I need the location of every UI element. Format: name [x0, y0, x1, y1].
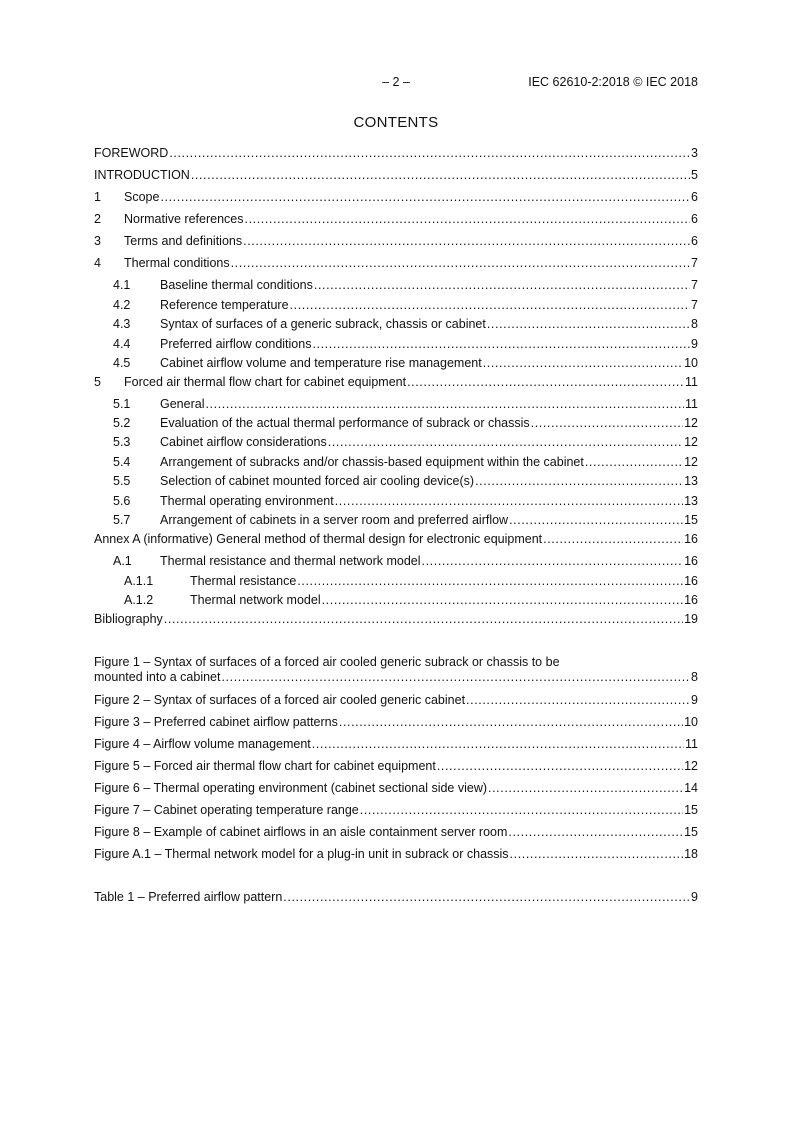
toc-entry-title: Forced air thermal flow chart for cabinet equipment [124, 375, 407, 389]
toc-page-number: 3 [691, 146, 698, 160]
toc-entry[interactable] [94, 611, 698, 627]
toc-page-number: 19 [684, 612, 698, 626]
toc-page-number: 7 [691, 256, 698, 270]
toc-page-number: 12 [684, 435, 698, 449]
toc-entry-number: 1 [94, 190, 101, 204]
toc-entry-number: 4.3 [113, 317, 131, 331]
toc-entry-title: Syntax of surfaces of a generic subrack, chassis or cabinet [160, 317, 486, 331]
toc-entry-title: Normative references [124, 212, 244, 226]
toc-entry-number: 4.4 [113, 337, 131, 351]
toc-page-number: 9 [691, 890, 698, 904]
toc-entry-title: Thermal network model [190, 593, 321, 607]
toc-page-number: 10 [684, 356, 698, 370]
dot-leader [543, 531, 683, 547]
toc-entry-title: Baseline thermal conditions [160, 278, 313, 292]
dot-leader [231, 255, 690, 271]
toc-entry[interactable] [94, 592, 698, 608]
toc-entry-title: Evaluation of the actual thermal performance of subrack or chassis [160, 416, 530, 430]
toc-entry[interactable] [94, 167, 698, 183]
dot-leader [164, 611, 683, 627]
toc-entry-title: INTRODUCTION [94, 168, 190, 182]
figure-list-entry[interactable] [94, 846, 698, 862]
dot-leader [245, 211, 691, 227]
figure-list-entry[interactable] [94, 736, 698, 752]
dot-leader [312, 736, 684, 752]
toc-entry-title: Thermal operating environment [160, 494, 334, 508]
toc-entry-title: Selection of cabinet mounted forced air cooling device(s) [160, 474, 475, 488]
figure-page-number: 8 [691, 670, 698, 684]
toc-entry[interactable] [94, 473, 698, 489]
toc-entry[interactable] [94, 316, 698, 332]
toc-entry-title: Thermal conditions [124, 256, 230, 270]
toc-entry-number: 5.5 [113, 474, 131, 488]
toc-entry-title: Terms and definitions [124, 234, 243, 248]
figure-list-entry[interactable] [94, 802, 698, 818]
toc-page-number: 18 [684, 847, 698, 861]
toc-entry-title: Arrangement of subracks and/or chassis-based equipment within the cabinet [160, 455, 584, 469]
toc-entry-title: Cabinet airflow considerations [160, 435, 327, 449]
toc-entry-number: 5.7 [113, 513, 131, 527]
toc-entry-title: Cabinet airflow volume and temperature rise management [160, 356, 482, 370]
toc-entry[interactable] [94, 493, 698, 509]
page-title: CONTENTS [353, 114, 439, 131]
toc-entry[interactable] [94, 336, 698, 352]
toc-page-number: 16 [684, 554, 698, 568]
toc-entry-number: 5.1 [113, 397, 131, 411]
dot-leader [339, 714, 683, 730]
toc-entry-title: Figure 7 – Cabinet operating temperature range [94, 803, 359, 817]
toc-entry[interactable] [94, 396, 698, 412]
toc-entry[interactable] [94, 553, 698, 569]
document-id: IEC 62610-2:2018 © IEC 2018 [528, 75, 698, 89]
dot-leader [483, 355, 683, 371]
dot-leader [191, 167, 690, 183]
toc-entry[interactable] [94, 531, 698, 547]
toc-entry-title: Figure 8 – Example of cabinet airflows in an aisle containment server room [94, 825, 508, 839]
figure-list-entry[interactable] [94, 824, 698, 840]
toc-entry-title: Figure 2 – Syntax of surfaces of a forced air cooled generic cabinet [94, 693, 466, 707]
toc-entry[interactable] [94, 277, 698, 293]
toc-entry-number: A.1.2 [124, 593, 154, 607]
toc-entry[interactable] [94, 434, 698, 450]
toc-page-number: 16 [684, 574, 698, 588]
toc-page-number: 15 [684, 803, 698, 817]
toc-page-number: 11 [685, 397, 698, 411]
toc-entry[interactable] [94, 415, 698, 431]
toc-entry-number: 5.3 [113, 435, 131, 449]
toc-entry-number: 5.2 [113, 416, 131, 430]
toc-page-number: 9 [691, 337, 698, 351]
toc-page-number: 11 [685, 375, 698, 389]
toc-entry-title: Reference temperature [160, 298, 289, 312]
toc-entry-number: A.1 [113, 554, 132, 568]
toc-page-number: 11 [685, 737, 698, 751]
toc-page-number: 15 [684, 513, 698, 527]
toc-page-number: 13 [684, 474, 698, 488]
toc-page-number: 6 [691, 212, 698, 226]
toc-entry-number: 2 [94, 212, 101, 226]
toc-page-number: 10 [684, 715, 698, 729]
figure-list-entry[interactable] [94, 655, 698, 685]
toc-page-number: 12 [684, 759, 698, 773]
dot-leader [328, 434, 683, 450]
dot-leader [283, 889, 690, 905]
toc-entry[interactable] [94, 145, 698, 161]
toc-entry[interactable] [94, 255, 698, 271]
dot-leader [312, 336, 690, 352]
toc-entry-number: 4.1 [113, 278, 131, 292]
toc-entry[interactable] [94, 374, 698, 390]
dot-leader [487, 316, 690, 332]
toc-page-number: 13 [684, 494, 698, 508]
dot-leader [335, 493, 683, 509]
toc-page-number: 12 [684, 455, 698, 469]
toc-entry[interactable] [94, 512, 698, 528]
figure-title-line2: mounted into a cabinet [94, 670, 221, 684]
toc-page-number: 6 [691, 234, 698, 248]
dot-leader [314, 277, 690, 293]
dot-leader [510, 846, 684, 862]
toc-entry-number: 3 [94, 234, 101, 248]
toc-entry-title: Bibliography [94, 612, 163, 626]
toc-entry-title: Annex A (informative) General method of thermal design for electronic equipment [94, 532, 543, 546]
toc-entry-title: FOREWORD [94, 146, 169, 160]
dot-leader [585, 454, 683, 470]
toc-page-number: 7 [691, 278, 698, 292]
dot-leader [322, 592, 683, 608]
toc-entry-number: A.1.1 [124, 574, 154, 588]
toc-entry-title: Preferred airflow conditions [160, 337, 312, 351]
toc-entry-title: Figure 5 – Forced air thermal flow chart for cabinet equipment [94, 759, 436, 773]
page-header [94, 75, 698, 91]
toc-entry-title: Table 1 – Preferred airflow pattern [94, 890, 283, 904]
dot-leader [508, 824, 683, 840]
toc-page-number: 6 [691, 190, 698, 204]
toc-entry-number: 5 [94, 375, 101, 389]
figure-list-entry[interactable] [94, 692, 698, 708]
toc-entry-number: 4 [94, 256, 101, 270]
page-number: – 2 – [382, 75, 410, 89]
toc-entry-number: 4.5 [113, 356, 131, 370]
toc-entry-number: 5.6 [113, 494, 131, 508]
table-list-entry[interactable] [94, 889, 698, 905]
toc-entry[interactable] [94, 189, 698, 205]
figure-list-entry[interactable] [94, 758, 698, 774]
toc-entry-title: Thermal resistance [190, 574, 297, 588]
toc-entry[interactable] [94, 233, 698, 249]
toc-page-number: 9 [691, 693, 698, 707]
toc-entry-title: Figure 3 – Preferred cabinet airflow patterns [94, 715, 338, 729]
dot-leader [466, 692, 690, 708]
toc-page-number: 16 [684, 532, 698, 546]
dot-leader [437, 758, 683, 774]
dot-leader [475, 473, 683, 489]
dot-leader [422, 553, 684, 569]
toc-entry-title: Figure 4 – Airflow volume management [94, 737, 311, 751]
toc-entry-title: General [160, 397, 205, 411]
dot-leader [407, 374, 684, 390]
dot-leader [243, 233, 690, 249]
toc-page-number: 14 [684, 781, 698, 795]
toc-page-number: 16 [684, 593, 698, 607]
dot-leader [531, 415, 683, 431]
figure-list-entry[interactable] [94, 780, 698, 796]
toc-page-number: 8 [691, 317, 698, 331]
toc-entry[interactable] [94, 454, 698, 470]
dot-leader [290, 297, 691, 313]
figure-list-entry[interactable] [94, 714, 698, 730]
dot-leader [205, 396, 684, 412]
figure-title-line1: Figure 1 – Syntax of surfaces of a forced air cooled generic subrack or chassis to be [94, 655, 560, 669]
toc-page-number: 7 [691, 298, 698, 312]
toc-entry[interactable] [94, 573, 698, 589]
dot-leader [160, 189, 690, 205]
toc-entry-title: Scope [124, 190, 160, 204]
dot-leader [509, 512, 683, 528]
toc-entry[interactable] [94, 211, 698, 227]
toc-entry-title: Arrangement of cabinets in a server room and preferred airflow [160, 513, 509, 527]
toc-entry-title: Figure A.1 – Thermal network model for a plug-in unit in subrack or chassis [94, 847, 509, 861]
toc-page-number: 5 [691, 168, 698, 182]
dot-leader [297, 573, 683, 589]
toc-entry-number: 5.4 [113, 455, 131, 469]
dot-leader [488, 780, 683, 796]
dot-leader [169, 145, 690, 161]
dot-leader [360, 802, 683, 818]
toc-entry-title: Figure 6 – Thermal operating environment (cabinet sectional side view) [94, 781, 488, 795]
dot-leader [221, 670, 690, 685]
toc-page-number: 12 [684, 416, 698, 430]
toc-entry[interactable] [94, 355, 698, 371]
toc-page-number: 15 [684, 825, 698, 839]
toc-entry-number: 4.2 [113, 298, 131, 312]
toc-entry[interactable] [94, 297, 698, 313]
toc-entry-title: Thermal resistance and thermal network model [160, 554, 421, 568]
